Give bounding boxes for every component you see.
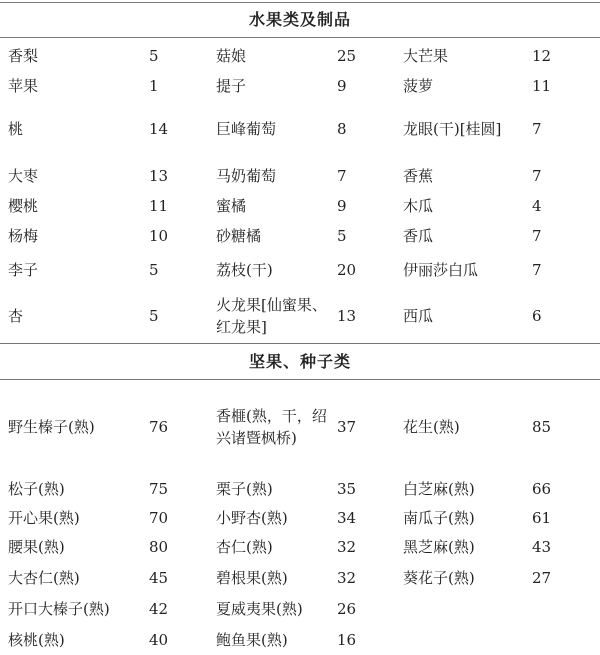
item-name: 菇娘 (216, 47, 247, 65)
item-value: 5 (149, 47, 159, 65)
item-value: 85 (532, 418, 552, 436)
item-name: 野生榛子(熟) (8, 418, 95, 436)
item-value: 11 (149, 197, 169, 215)
item-name: 马奶葡萄 (216, 167, 277, 185)
item-name: 黑芝麻(熟) (403, 538, 475, 556)
item-value: 5 (149, 261, 159, 279)
item-value: 76 (149, 418, 169, 436)
item-value: 16 (337, 631, 357, 649)
table-top-rule (0, 2, 600, 3)
item-name: 木瓜 (403, 197, 434, 215)
item-value: 14 (149, 120, 169, 138)
item-name: 核桃(熟) (8, 631, 65, 649)
item-value: 5 (149, 307, 159, 325)
item-value: 1 (149, 77, 159, 95)
item-value: 27 (532, 569, 552, 587)
item-value: 43 (532, 538, 552, 556)
item-name: 蜜橘 (216, 197, 247, 215)
item-value: 75 (149, 480, 169, 498)
item-value: 20 (337, 261, 357, 279)
item-value: 25 (337, 47, 357, 65)
item-value: 32 (337, 569, 357, 587)
item-value: 42 (149, 600, 169, 618)
item-name: 香蕉 (403, 167, 434, 185)
section-rule (0, 37, 600, 38)
item-name: 大枣 (8, 167, 39, 185)
item-name: 荔枝(干) (216, 261, 273, 279)
item-value: 37 (337, 418, 357, 436)
item-value: 7 (532, 227, 542, 245)
item-name: 栗子(熟) (216, 480, 273, 498)
item-name: 大芒果 (403, 47, 449, 65)
item-value: 7 (532, 120, 542, 138)
item-value: 11 (532, 77, 552, 95)
item-name: 伊丽莎白瓜 (403, 261, 479, 279)
item-name: 巨峰葡萄 (216, 120, 277, 138)
item-name: 李子 (8, 261, 39, 279)
item-name: 龙眼(干)[桂圆] (403, 120, 502, 138)
item-value: 80 (149, 538, 169, 556)
item-value: 6 (532, 307, 542, 325)
item-name: 开心果(熟) (8, 509, 80, 527)
item-name: 香榧(熟，干，绍兴诸暨枫桥) (216, 407, 327, 447)
item-value: 61 (532, 509, 552, 527)
item-name: 葵花子(熟) (403, 569, 475, 587)
item-value: 7 (532, 261, 542, 279)
item-name: 提子 (216, 77, 247, 95)
item-value: 5 (337, 227, 347, 245)
item-name: 西瓜 (403, 307, 434, 325)
item-name: 香梨 (8, 47, 39, 65)
item-value: 70 (149, 509, 169, 527)
item-name: 砂糖橘 (216, 227, 262, 245)
item-name: 火龙果[仙蜜果、红龙果] (216, 296, 327, 336)
item-name: 鲍鱼果(熟) (216, 631, 288, 649)
section-rule (0, 379, 600, 380)
item-value: 66 (532, 480, 552, 498)
section-rule (0, 343, 600, 344)
item-name: 苹果 (8, 77, 39, 95)
item-value: 34 (337, 509, 357, 527)
item-value: 8 (337, 120, 347, 138)
item-value: 45 (149, 569, 169, 587)
item-value: 9 (337, 197, 347, 215)
item-name: 腰果(熟) (8, 538, 65, 556)
item-name: 小野杏(熟) (216, 509, 288, 527)
item-value: 12 (532, 47, 552, 65)
item-name: 开口大榛子(熟) (8, 600, 110, 618)
item-name: 香瓜 (403, 227, 434, 245)
item-value: 13 (149, 167, 169, 185)
item-name: 桃 (8, 120, 24, 138)
item-value: 32 (337, 538, 357, 556)
item-value: 13 (337, 307, 357, 325)
section-title-nuts-seeds: 坚果、种子类 (248, 352, 351, 371)
item-value: 40 (149, 631, 169, 649)
item-name: 樱桃 (8, 197, 39, 215)
item-name: 杏 (8, 307, 24, 325)
item-name: 碧根果(熟) (216, 569, 288, 587)
item-name: 杏仁(熟) (216, 538, 273, 556)
item-value: 35 (337, 480, 357, 498)
item-value: 26 (337, 600, 357, 618)
item-name: 花生(熟) (403, 418, 460, 436)
item-name: 杨梅 (8, 227, 39, 245)
item-name: 白芝麻(熟) (403, 480, 475, 498)
item-name: 松子(熟) (8, 480, 65, 498)
item-value: 10 (149, 227, 169, 245)
item-value: 9 (337, 77, 347, 95)
item-name: 大杏仁(熟) (8, 569, 80, 587)
item-value: 4 (532, 197, 542, 215)
item-name: 南瓜子(熟) (403, 509, 475, 527)
item-name: 菠萝 (403, 77, 434, 95)
section-title-fruits: 水果类及制品 (248, 10, 351, 29)
item-value: 7 (337, 167, 347, 185)
item-name: 夏威夷果(熟) (216, 600, 303, 618)
item-value: 7 (532, 167, 542, 185)
